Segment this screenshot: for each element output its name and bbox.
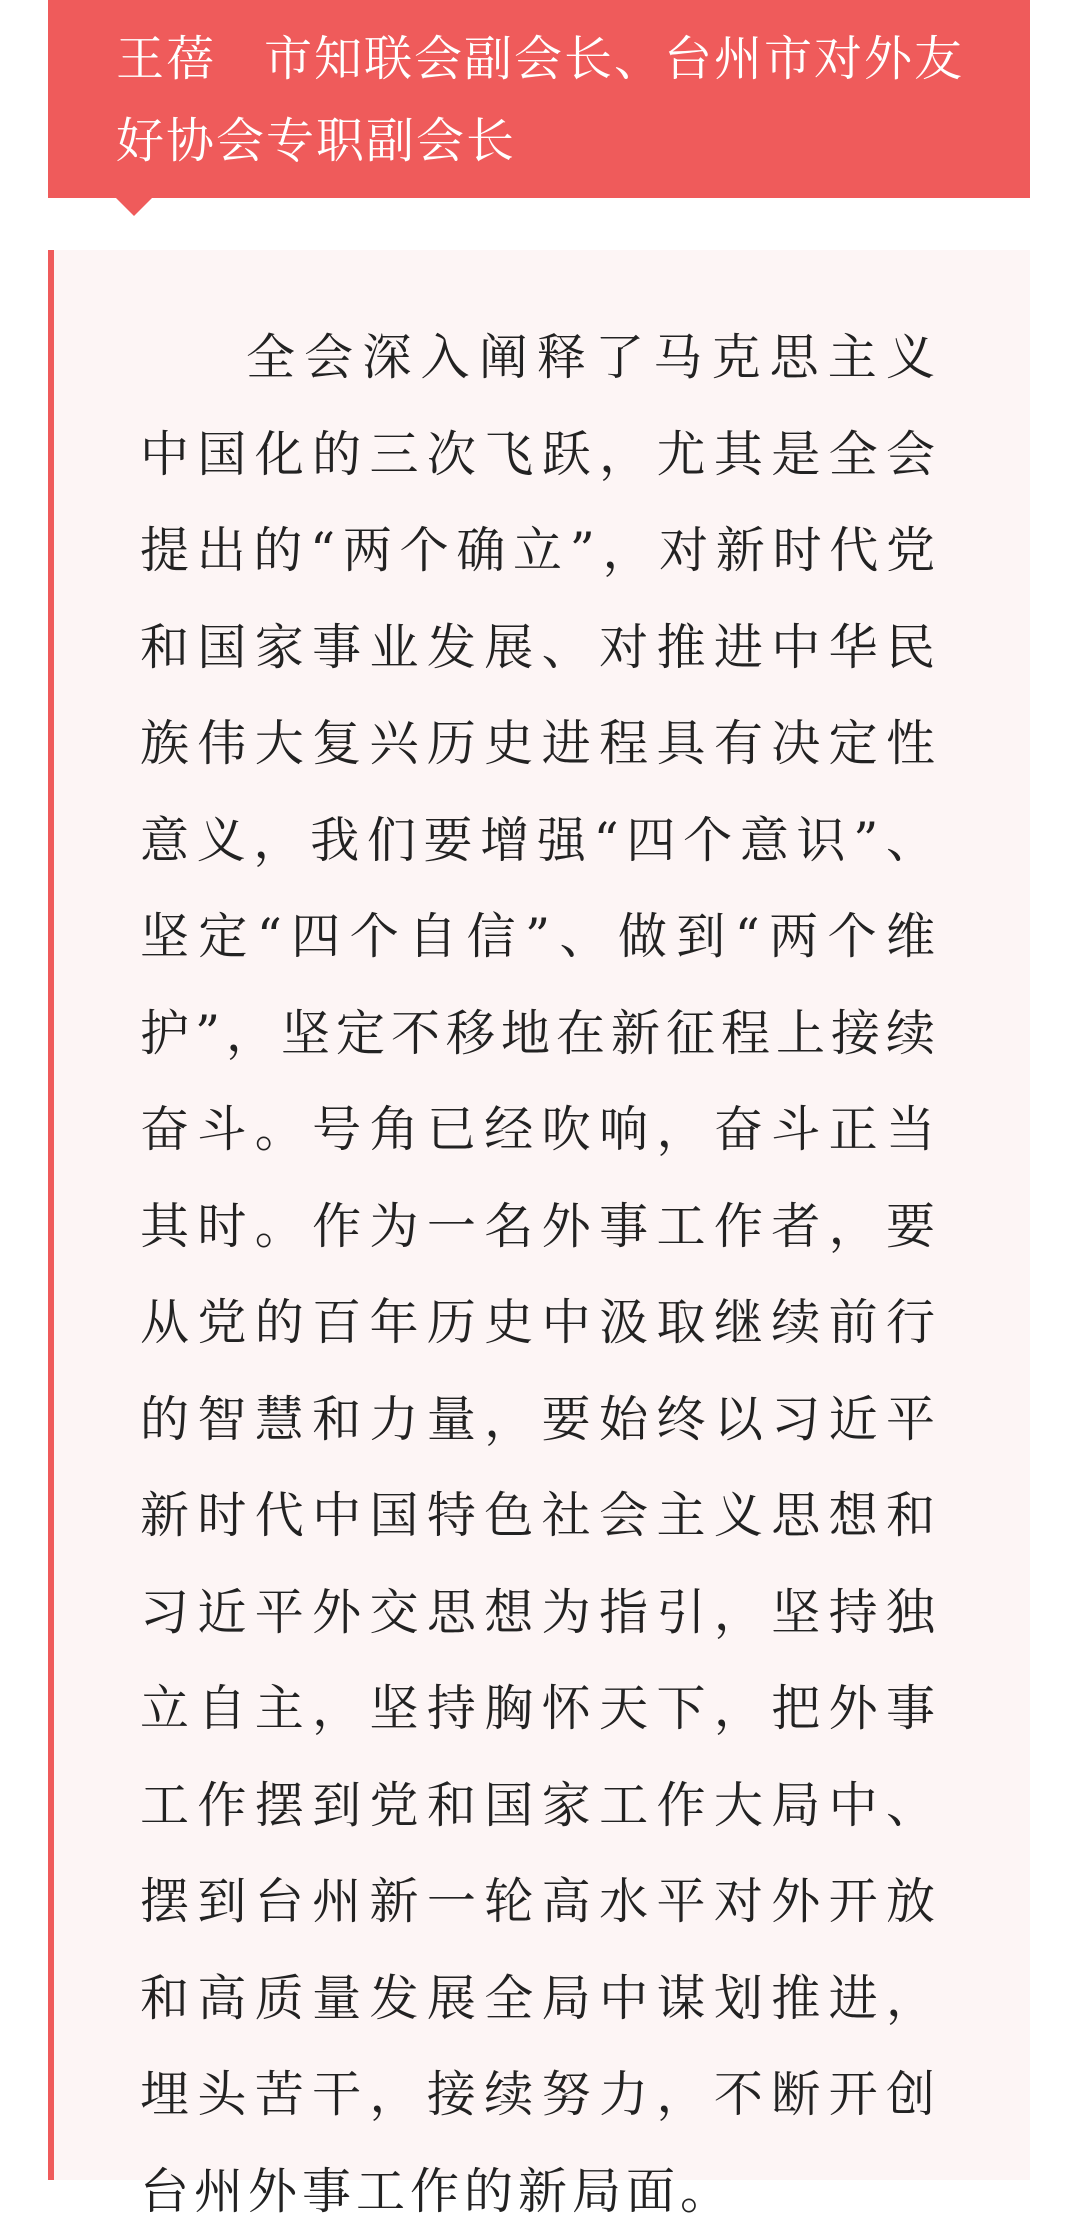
speaker-header [48,0,1030,198]
speaker-name: 王蓓 [116,31,217,87]
header-pointer-triangle [116,198,152,216]
quote-paragraph: 全会深入阐释了马克思主义中国化的三次飞跃，尤其是全会提出的“两个确立”，对新时代党和国家事业发展、对推进中华民族伟大复兴历史进程具有决定性意义，我们要增强“四个意识”、坚定“四个自信”、做到“两个维护”，坚定不移地在新征程上接续奋斗。号角已经吹响，奋斗正当其时。作为一名外事工作者，要从党的百年历史中汲取继续前行的智慧和力量，要始终以习近平新时代中国特色社会主义思想和习近平外交思想为指引，坚持独立自主，坚持胸怀天下，把外事工作摆到党和国家工作大局中、摆到台州新一轮高水平对外开放和高质量发展全局中谋划推进，埋头苦干，接续努力，不断开创台州外事工作的新局面。 [140,329,940,2220]
speaker-title: 市知联会副会长、台州市对外友好协会专职副会长 [116,31,965,169]
